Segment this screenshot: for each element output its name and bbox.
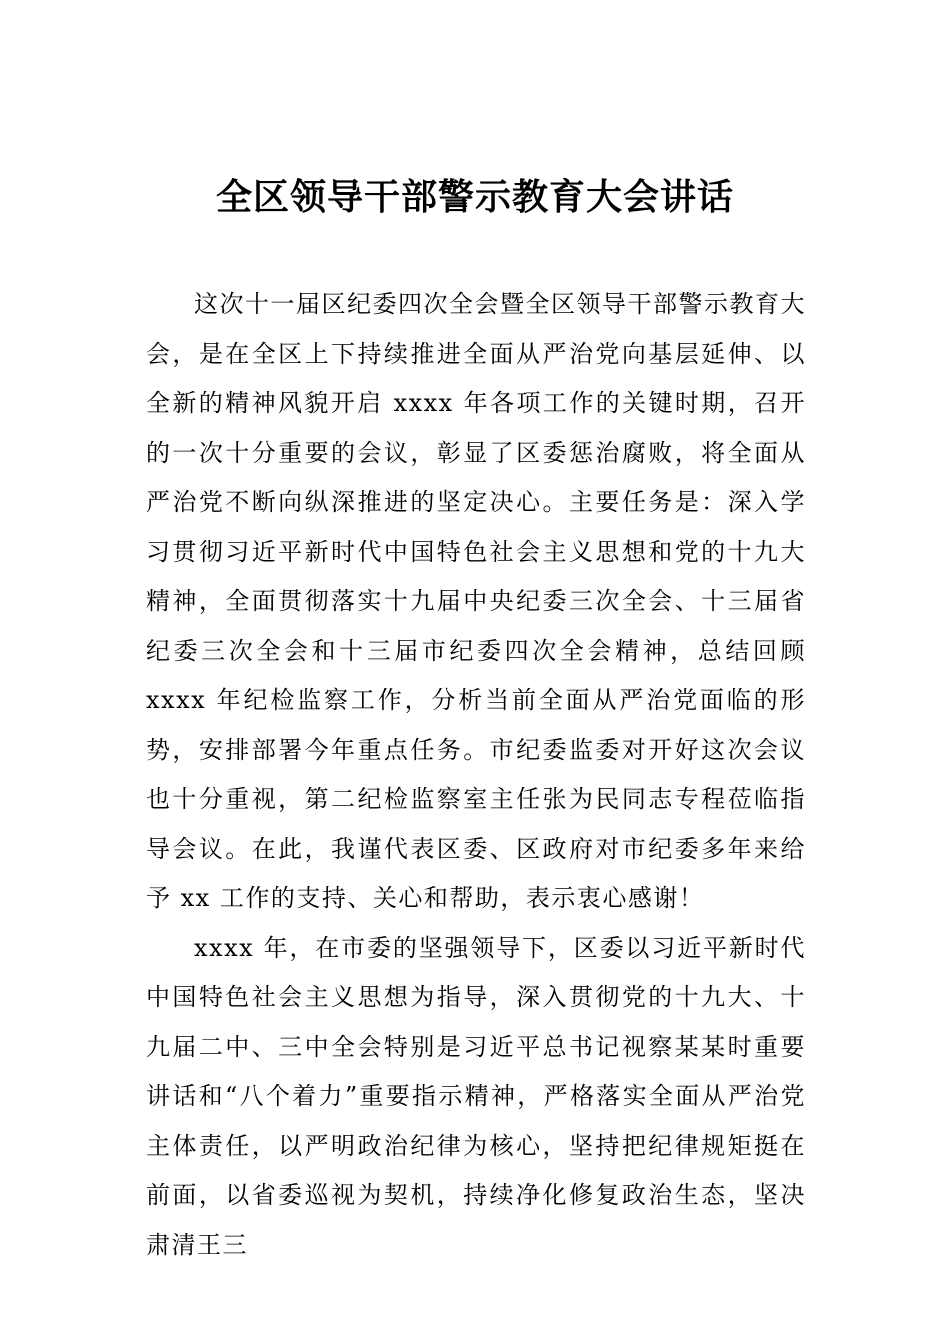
document-title: 全区领导干部警示教育大会讲话 — [215, 176, 734, 218]
document-body — [146, 280, 806, 1270]
paragraph: xxxx 年，在市委的坚强领导下，区委以习近平新时代中国特色社会主义思想为指导，深入贯彻党的十九大、十九届二中、三中全会特别是习近平总书记视察某某时重要讲话和“八个着力”重要指示精神，严格落实全面从严治党主体责任，以严明政治纪律为核心，坚持把纪律规矩挺在前面，以省委巡视为契机，持续净化修复政治生态，坚决肃清王三 — [146, 933, 806, 1259]
paragraph: 这次十一届区纪委四次全会暨全区领导干部警示教育大会，是在全区上下持续推进全面从严治党向基层延伸、以全新的精神风貌开启 xxxx 年各项工作的关键时期，召开的一次十分重要的会议，彰显了区委惩治腐败，将全面从严治党不断向纵深推进的坚定决心。主要任务是：深入学习贯彻习近平新时代中国特色社会主义思想和党的十九大精神，全面贯彻落实十九届中央纪委三次全会、十三届省纪委三次全会和十三届市纪委四次全会精神，总结回顾 xxxx 年纪检监察工作，分析当前全面从严治党面临的形势，安排部署今年重点任务。市纪委监委对开好这次会议也十分重视，第二纪检监察室主任张为民同志专程莅临指导会议。在此，我谨代表区委、区政府对市纪委多年来给予 xx 工作的支持、关心和帮助，表示衷心感谢！ — [146, 290, 806, 912]
